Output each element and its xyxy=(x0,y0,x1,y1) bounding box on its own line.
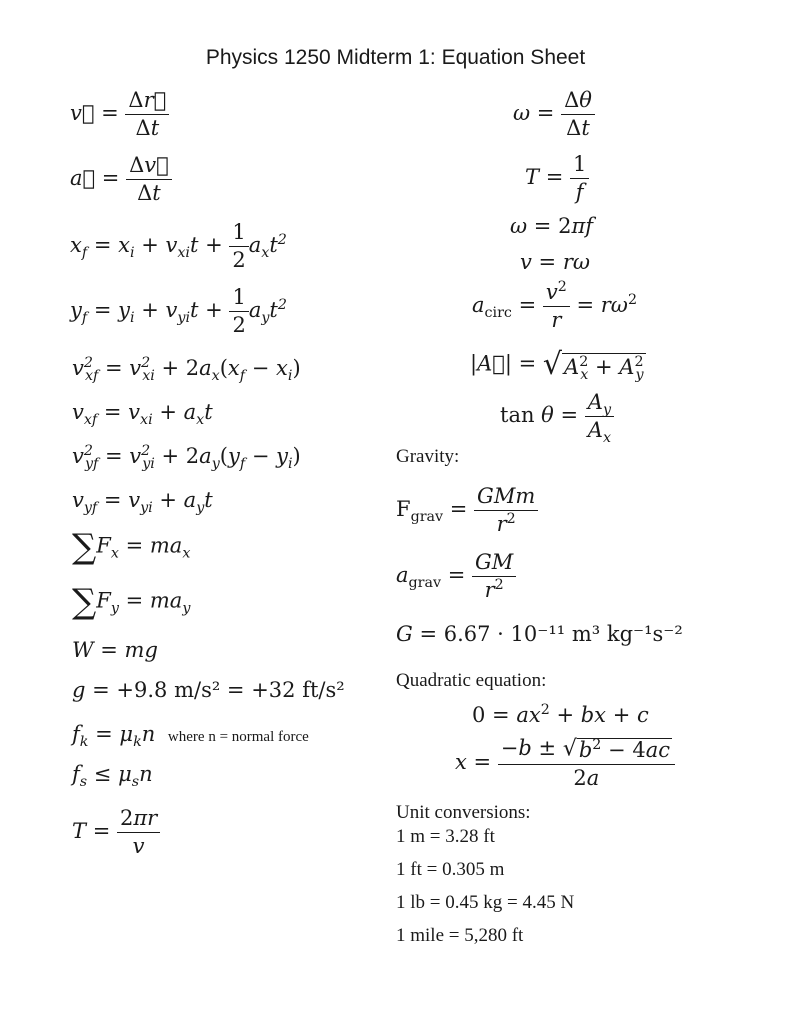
equation-vxf-squared: $v^2_{xf} = v^2_{xi} + 2a_x(x_f - x_i)$ xyxy=(72,355,301,385)
equation-omega-frequency: ω = 2πf xyxy=(510,214,594,238)
equation-vyf-squared: $v^2_{yf} = v^2_{yi} + 2a_y(y_f - y_i)$ xyxy=(72,443,301,473)
equation-period-circle: T = $\frac{2\pi r}{v}$ xyxy=(72,808,160,857)
quadratic-heading: Quadratic equation: xyxy=(396,670,547,691)
unit-conversions-heading: Unit conversions: xyxy=(396,802,531,823)
equation-quadratic: $0 = ax^2$ + bx + c xyxy=(472,702,649,727)
equation-gravity-force: $F_{grav}$ = $\frac{\text{GMm}}{r^2}$ xyxy=(396,486,538,535)
g-value: +9.8 m/s² = +32 ft/s² xyxy=(116,678,345,702)
normal-force-note: where n = normal force xyxy=(167,729,309,745)
equation-angular-velocity: ω = $\frac{\Delta\theta}{\Delta t}$ xyxy=(513,90,595,139)
equation-sum-fy: $\sum F_y = ma_y$ xyxy=(72,582,191,622)
equation-acceleration: a⃗ = $\frac{\Delta v⃗}{\Delta t}$ xyxy=(70,155,172,204)
conversion-m-ft: 1 m = 3.28 ft xyxy=(396,826,495,847)
gravity-heading: Gravity: xyxy=(396,446,460,467)
equation-quadratic-formula: x = $\frac{-b \pm √b^2 - 4ac}{2a}$ xyxy=(455,738,675,789)
conversion-lb: 1 lb = 0.45 kg = 4.45 N xyxy=(396,892,575,913)
equation-vyf: $v_{yf} = v_{yi} + a_yt$ xyxy=(72,488,213,517)
equation-yf-position: $y_f = y_i + v_{yi}t$ + $\frac{1}{2}$ $a_yt^2$ xyxy=(70,285,287,337)
equation-period: T = $\frac{1}{f}$ xyxy=(525,154,589,203)
equation-xf-position: $x_f = x_i + v_{xi}t$ + $\frac{1}{2}$ $a_xt^2$ xyxy=(70,220,287,272)
G-value: 6.67 · 10⁻¹¹ m³ kg⁻¹s⁻² xyxy=(443,622,683,646)
conversion-ft-m: 1 ft = 0.305 m xyxy=(396,859,505,880)
equation-g: g = +9.8 m/s² = +32 ft/s² xyxy=(72,678,345,702)
equation-velocity: v⃗ = $\frac{\Delta r⃗}{\Delta t}$ xyxy=(70,90,169,139)
equation-gravitational-constant: G = 6.67 · 10⁻¹¹ m³ kg⁻¹s⁻² xyxy=(396,622,683,646)
equation-gravity-acceleration: $a_{grav}$ = $\frac{GM}{r^2}$ xyxy=(396,552,516,601)
equation-kinetic-friction: $f_k = \mu_kn$ where n = normal force xyxy=(72,722,309,751)
conversion-mile: 1 mile = 5,280 ft xyxy=(396,925,524,946)
equation-tangent: tan θ = $\frac{A_y}{A_x}$ xyxy=(500,392,614,441)
equation-centripetal: $a_{circ}$ = $\frac{v^2}{r}$ = $r\omega^2$ xyxy=(472,279,638,332)
equation-static-friction: $f_s \le \mu_sn$ xyxy=(72,762,153,791)
page-title: Physics 1250 Midterm 1: Equation Sheet xyxy=(205,46,586,69)
equation-weight: W = mg xyxy=(72,638,158,662)
equation-vxf: $v_{xf} = v_{xi} + a_xt$ xyxy=(72,400,213,429)
equation-sum-fx: $\sum F_x = ma_x$ xyxy=(72,527,191,567)
equation-vector-magnitude: |A⃗| = $√A^2_x + A^2_y$ xyxy=(470,347,644,383)
equation-tangential-velocity: v = rω xyxy=(520,250,590,274)
